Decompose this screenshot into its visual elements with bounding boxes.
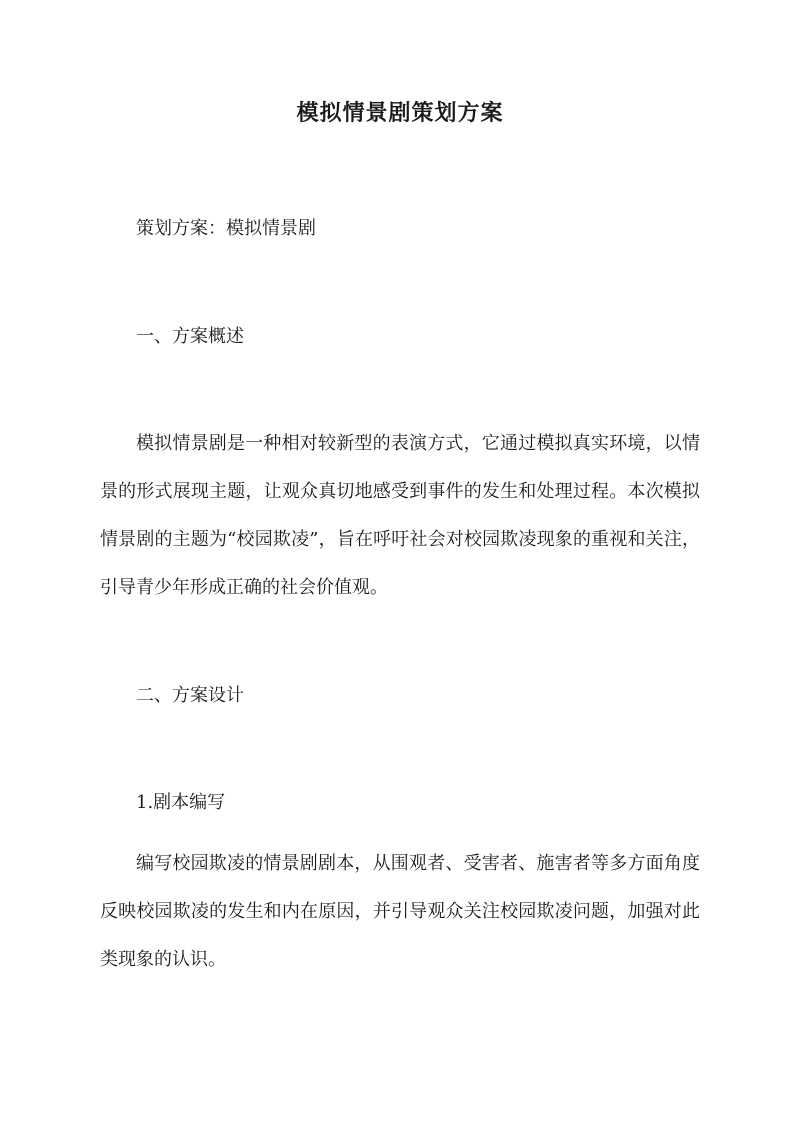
- paragraph-script-writing: 编写校园欺凌的情景剧剧本，从围观者、受害者、施害者等多方面角度反映校园欺凌的发生和内在原因，并引导观众关注校园欺凌问题，加强对此类现象的认识。: [100, 853, 700, 970]
- document-subtitle: 策划方案：模拟情景剧: [136, 218, 316, 239]
- paragraph-overview: 模拟情景剧是一种相对较新型的表演方式，它通过模拟真实环境，以情景的形式展现主题，让观众真切地感受到事件的发生和处理过程。本次模拟情景剧的主题为“校园欺凌”，旨在呼吁社会对校园欺凌现象的重视和关注，引导青少年形成正确的社会价值观。: [100, 433, 700, 598]
- section-heading-design: 二、方案设计: [136, 685, 244, 706]
- document-title: 模拟情景剧策划方案: [296, 100, 504, 126]
- subheading-script-writing: 1.剧本编写: [136, 792, 226, 813]
- section-heading-overview: 一、方案概述: [136, 326, 244, 347]
